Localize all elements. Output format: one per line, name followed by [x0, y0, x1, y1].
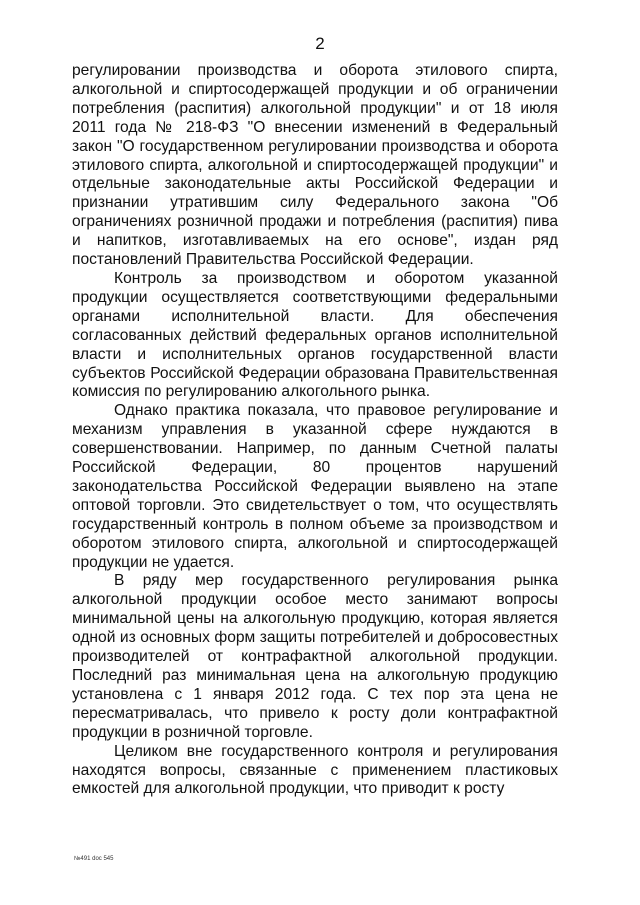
- footer-doc-id: №491 doc 545: [74, 856, 114, 862]
- page-number: 2: [315, 34, 325, 53]
- paragraph-practice: Однако практика показала, что правовое регулирование и механизм управления в указанной сфере нуждаются в совершенствовании. Например, по данным Счетной палаты Российской Федерации, 80 процентов нарушений законодательства Российской Федерации выявлено на этапе оптовой торговли. Это свидетельствует о том, что осуществлять государственный контроль в полном объеме за производством и оборотом этилового спирта, алкогольной и спиртосодержащей продукции не удается.: [72, 402, 558, 571]
- paragraph-minimum-price: В ряду мер государственного регулирования рынка алкогольной продукции особое место занимают вопросы минимальной цены на алкогольную продукцию, которая является одной из основных форм защиты потребителей и добросовестных производителей от контрафактной алкогольной продукции. Последний раз минимальная цена на алкогольную продукцию установлена с 1 января 2012 года. С тех пор эта цена не пересматривалась, что привело к росту доли контрафактной продукции в розничной торговле.: [72, 572, 558, 741]
- paragraph-plastic-containers: Целиком вне государственного контроля и регулирования находятся вопросы, связанные с применением пластиковых емкостей для алкогольной продукции, что приводит к росту: [72, 742, 558, 798]
- paragraph-continuation: регулировании производства и оборота этилового спирта, алкогольной и спиртосодержащей продукции и об ограничении потребления (распития) алкогольной продукции" и от 18 июля 2011 года № 218-ФЗ "О внесении изменений в Федеральный закон "О государственном регулировании производства и оборота этилового спирта, алкогольной и спиртосодержащей продукции" и отдельные законодательные акты Российской Федерации и признании утратившим силу Федерального закона "Об ограничениях розничной продажи и потребления (распития) пива и напитков, изготавливаемых на его основе", издан ряд постановлений Правительства Российской Федерации.: [72, 62, 558, 269]
- paragraph-control: Контроль за производством и оборотом указанной продукции осуществляется соответствующими федеральными органами исполнительной власти. Для обеспечения согласованных действий федеральных органов исполнительной власти и исполнительных органов государственной власти субъектов Российской Федерации образована Правительственная комиссия по регулированию алкогольного рынка.: [72, 269, 558, 401]
- document-body: [72, 62, 558, 799]
